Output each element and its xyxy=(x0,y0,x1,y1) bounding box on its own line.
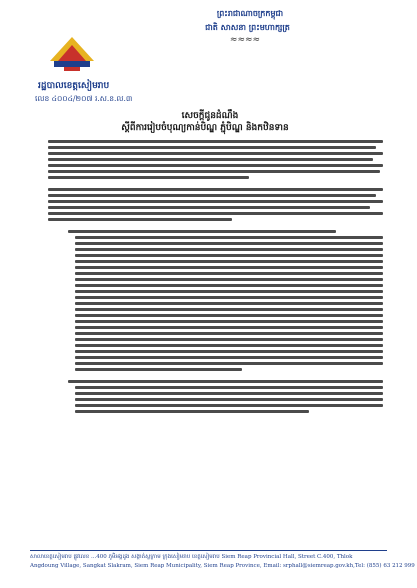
footer-address-line2: Angdoung Village, Sangkat Slakram, Siem Reap Municipality, Siem Reap Province, Email: srphall@siemreap.gov.kh,Tel: (855) 63 212 999 xyxy=(30,563,415,569)
org-name: រដ្ឋបាលខេត្តសៀមរាប xyxy=(38,81,110,91)
notice-body-text xyxy=(48,140,383,416)
header-motto: ជាតិ សាសនា ព្រះមហាក្សត្រ xyxy=(205,22,290,32)
header-kingdom: ព្រះរាជាណាចក្រកម្ពុជា xyxy=(216,8,284,18)
reference-number: លេខ ៤០០៤/២០៧ រ.ស.ន.ល.៣ xyxy=(35,94,133,103)
notice-subject: ស្ដីពីការរៀបចំបុណ្យកាន់បិណ្ឌ ភ្ជុំបិណ្ឌ និងកឋិនទាន xyxy=(121,123,289,133)
notice-title: សេចក្ដីជូនដំណឹង xyxy=(181,111,239,121)
provincial-logo xyxy=(44,31,100,75)
footer-rule xyxy=(30,550,387,551)
header-divider: ≈≈≈≈ xyxy=(229,35,261,45)
footer-address-line1: សាលាខេត្តសៀមរាប ផ្លូវលេខ ...400 ភូមិអង្គដូង សង្កាត់ស្លក្រាម ក្រុងសៀមរាប ខេត្តសៀមរាប Siem Reap Provincial Hall, Street C.400, Thlok xyxy=(30,554,353,560)
